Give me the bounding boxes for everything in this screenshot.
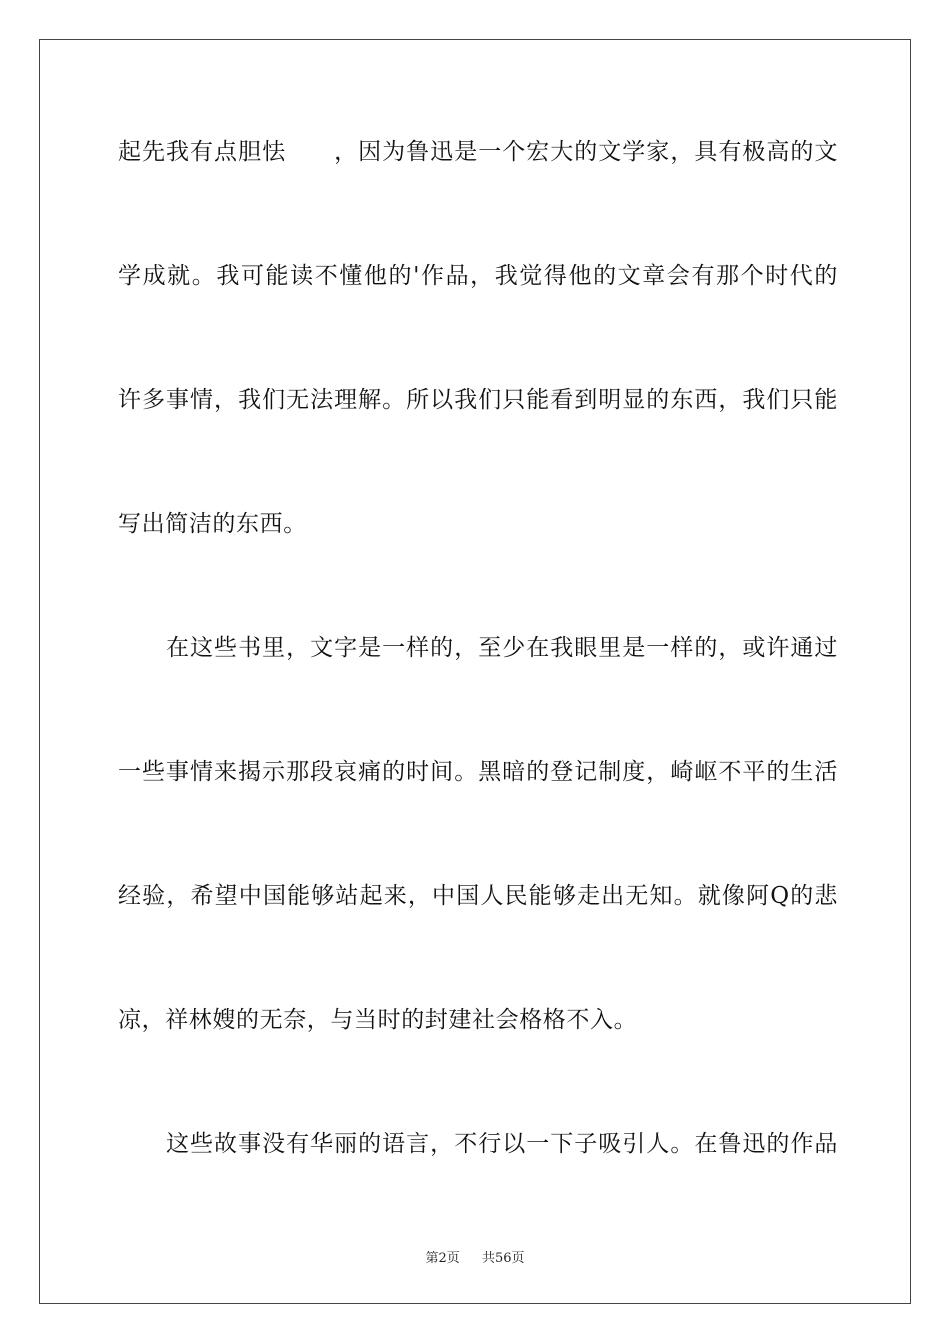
page-frame <box>39 39 911 1304</box>
paragraph-1-line-2: 学成就。我可能读不懂他的'作品，我觉得他的文章会有那个时代的 <box>118 263 838 289</box>
paragraph-2-line-2: 一些事情来揭示那段哀痛的时间。黑暗的登记制度，崎岖不平的生活 <box>118 759 838 785</box>
page-footer <box>0 1247 950 1266</box>
paragraph-1-line-3: 许多事情，我们无法理解。所以我们只能看到明显的东西，我们只能 <box>118 387 838 413</box>
paragraph-2-line-1: 在这些书里，文字是一样的，至少在我眼里是一样的，或许通过 <box>118 635 838 661</box>
paragraph-1-line-4: 写出简洁的东西。 <box>118 511 307 537</box>
page-total: 共56页 <box>482 1251 525 1266</box>
paragraph-3-line-1: 这些故事没有华丽的语言，不行以一下子吸引人。在鲁迅的作品 <box>118 1131 838 1157</box>
paragraph-2-line-3: 经验，希望中国能够站起来，中国人民能够走出无知。就像阿Q的悲 <box>118 883 838 909</box>
paragraph-1-line-1: 起先我有点胆怯 ，因为鲁迅是一个宏大的文学家，具有极高的文 <box>118 139 838 165</box>
paragraph-2-line-4: 凉，祥林嫂的无奈，与当时的封建社会格格不入。 <box>118 1007 638 1033</box>
page-number: 第2页 <box>425 1251 460 1266</box>
